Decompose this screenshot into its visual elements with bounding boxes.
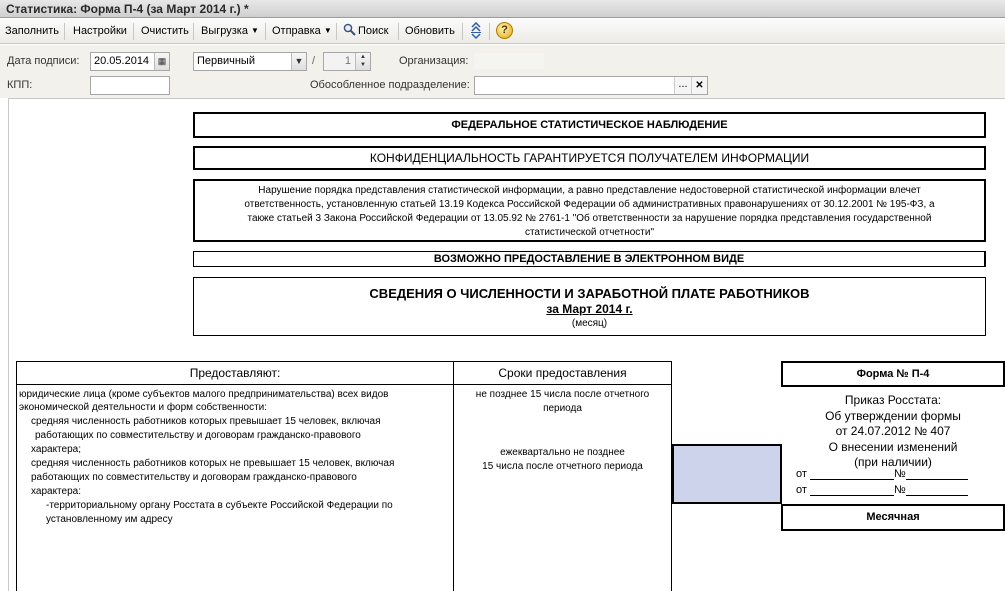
submitter-line: средняя численность работников которых не превышает 15 человек, включая [31,458,395,469]
from-label: от [796,484,807,496]
fill-button[interactable]: Заполнить [5,25,60,37]
export-menu-button[interactable] [201,23,259,40]
calendar-icon[interactable]: ▦ [154,53,169,70]
signature-date-field[interactable] [90,52,170,71]
export-label: Выгрузка [201,25,248,37]
warning-line: также статьей 3 Закона Российской Федерации от 13.05.92 № 2761-1 "Об ответственности за нарушение порядка представления государственной [247,213,932,224]
chevron-down-icon[interactable]: ▼ [291,53,306,70]
submitter-line: юридические лица (кроме субъектов малого предпринимательства) всех видов [19,389,389,400]
refresh-button[interactable]: Обновить [405,25,455,37]
toolbar-separator [193,23,194,40]
toolbar-separator [462,23,463,40]
order-line: Об утверждении формы [825,408,961,423]
report-form [8,98,1005,591]
search-button[interactable] [343,23,388,40]
settings-button[interactable]: Настройки [73,25,127,37]
slash-separator: / [312,55,316,67]
submitter-line: характера: [31,486,81,497]
submitter-line: -территориальному органу Росстата в субъекте Российской Федерации по [46,500,393,511]
report-type-select[interactable] [193,52,307,71]
division-field[interactable] [474,76,708,95]
legal-warning-box [193,179,986,242]
order-block [781,393,1005,471]
select-ellipsis-button[interactable]: ... [674,77,691,94]
term-line: 15 числа после отчетного периода [482,461,643,472]
order-line: от 24.07.2012 № 407 [835,424,951,438]
toolbar-separator [489,23,490,40]
from-label: от [796,468,807,480]
code-input-cell[interactable] [672,444,782,504]
submitter-line: характера; [31,444,81,455]
division-label: Обособленное подразделение: [310,79,470,91]
term-line: ежеквартально не позднее [500,447,625,458]
send-menu-button[interactable] [272,23,332,40]
window-title: Статистика: Форма П-4 (за Март 2014 г.) * [6,2,249,16]
toolbar-separator [398,23,399,40]
window-titlebar [0,0,1005,18]
toolbar-separator [133,23,134,40]
search-icon [343,23,356,36]
signature-date-label: Дата подписи: [7,55,80,67]
toolbar-separator [64,23,65,40]
submitter-line: средняя численность работников которых превышает 15 человек, включая [31,416,381,427]
period-caption: (месяц) [571,318,608,329]
electronic-submission-header: ВОЗМОЖНО ПРЕДОСТАВЛЕНИЕ В ЭЛЕКТРОННОМ ВИДЕ [193,251,986,267]
toolbar-separator [336,23,337,40]
order-line: О внесении изменений [828,439,958,454]
expand-collapse-button[interactable] [469,22,483,39]
amendment-date-blank [810,470,894,480]
number-label: № [893,468,906,480]
term-line: периода [543,403,582,414]
organization-label: Организация: [399,55,469,67]
clear-icon[interactable]: ✕ [691,77,707,94]
submitter-line: экономической деятельности и форм собственности: [19,402,268,413]
confidentiality-header: КОНФИДЕНЦИАЛЬНОСТЬ ГАРАНТИРУЕТСЯ ПОЛУЧАТЕЛЕМ ИНФОРМАЦИИ [193,146,986,170]
report-heading: СВЕДЕНИЯ О ЧИСЛЕННОСТИ И ЗАРАБОТНОЙ ПЛАТЕ РАБОТНИКОВ [369,286,810,301]
submitters-header: Предоставляют: [16,361,454,385]
search-label: Поиск [358,25,389,37]
help-button[interactable]: ? [496,22,513,39]
form-number-box: Форма № П-4 [781,361,1005,387]
correction-number-value: 1 [344,55,351,67]
send-label: Отправка [272,25,321,37]
report-period: за Март 2014 г. [546,302,633,316]
report-title-box [193,277,986,336]
amendment-row [796,484,968,496]
signature-date-value: 20.05.2014 [94,55,150,67]
submitter-line: установленному им адресу [46,514,173,525]
amendment-date-blank [810,486,894,496]
submitter-line: работающих по совместительству и договорам гражданско-правового [31,472,357,483]
order-line: (при наличии) [854,455,932,469]
dropdown-arrow-icon: ▼ [250,26,259,35]
dropdown-arrow-icon: ▼ [323,26,332,35]
number-label: № [893,484,906,496]
federal-observation-header: ФЕДЕРАЛЬНОЕ СТАТИСТИЧЕСКОЕ НАБЛЮДЕНИЕ [193,112,986,138]
warning-line: Нарушение порядка представления статистической информации, а равно представление недостоверной статистической информации влечет [258,185,921,196]
amendment-row [796,468,968,480]
warning-line: статистической отчетности" [524,227,655,238]
spin-buttons-icon[interactable]: ▲ ▼ [355,53,370,70]
toolbar-separator [265,23,266,40]
amendment-number-blank [906,470,968,480]
term-line: не позднее 15 числа после отчетного [475,389,650,400]
correction-number-field[interactable] [323,52,371,71]
terms-header: Сроки предоставления [453,361,672,385]
organization-value-redacted [474,53,544,69]
toolbar [0,19,1005,44]
warning-line: ответственность, установленную статьей 13.19 Кодекса Российской Федерации об административных правонарушениях от 30.12.2001 № 195-ФЗ, а [244,199,935,210]
submitter-line: работающих по совместительству и договорам гражданско-правового [35,430,361,441]
parameters-panel [0,45,1005,98]
clear-button[interactable]: Очистить [141,25,189,37]
kpp-field[interactable] [90,76,170,95]
order-line: Приказ Росстата: [844,393,942,407]
report-type-value: Первичный [197,55,255,67]
periodicity-box: Месячная [781,504,1005,531]
kpp-label: КПП: [7,79,33,91]
expand-collapse-icon [469,22,483,40]
amendment-number-blank [906,486,968,496]
